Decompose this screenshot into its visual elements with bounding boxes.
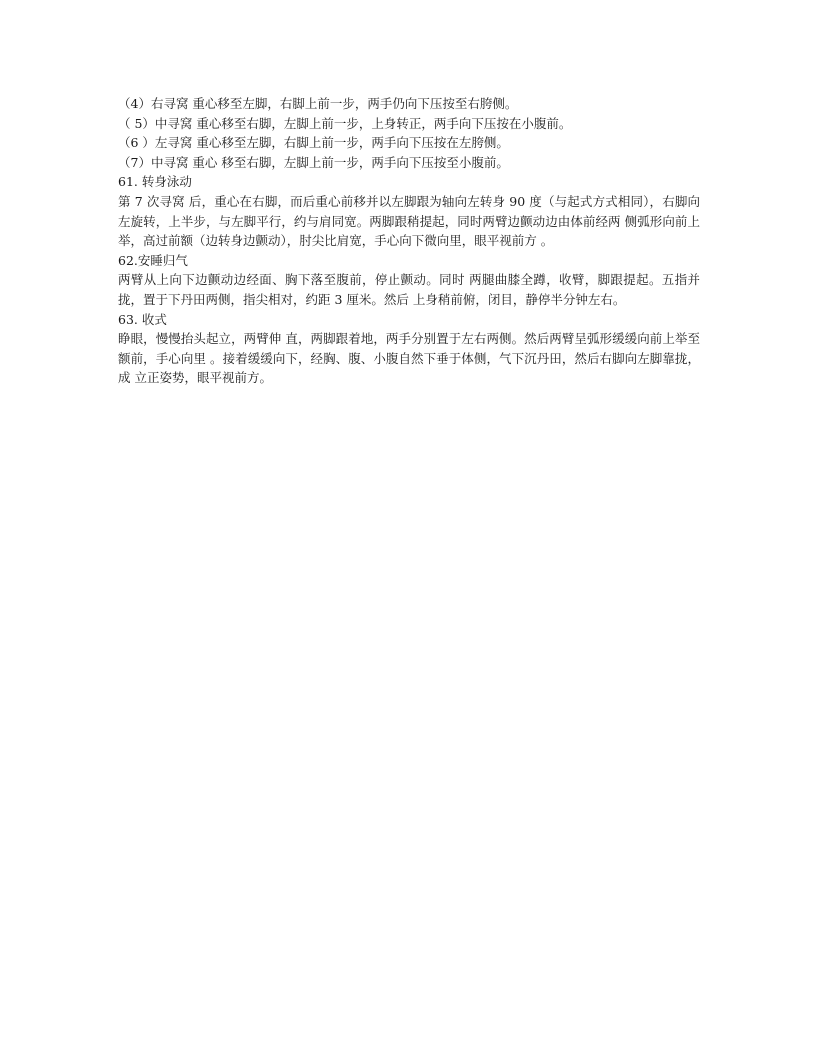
section-61-heading: 61. 转身泳动	[118, 174, 192, 190]
section-63-heading: 63. 收式	[118, 311, 167, 327]
step-4-line: （4）右寻窝 重心移至左脚，右脚上前一步，两手仍向下压按至右胯侧。	[118, 96, 518, 111]
section-61-body: 第 7 次寻窝 后，重心在右脚，而后重心前移并以左脚跟为轴向左转身 90 度（与起式方式相同），右脚向 左旋转，上半步，与左脚平行，约与肩同宽。两脚跟稍提起，同时两臂边颤动边由体前经两 侧弧形向前上举，高过前额（边转身边颤动），肘尖比肩宽，手心向下微向里，眼平视前方 。	[118, 193, 700, 249]
step-7-line: （7）中寻窝 重心 移至右脚，左脚上前一步，两手向下压按至小腹前。	[118, 154, 509, 170]
step-5-line: （ 5）中寻窝 重心移至右脚，左脚上前一步，上身转正，两手向下压按在小腹前。	[118, 115, 572, 131]
section-62-body: 两臂从上向下边颤动边经面、胸下落至腹前，停止颤动。同时 两腿曲膝全蹲，收臂，脚跟提起。五指并拢，置于下丹田两侧，指尖相对，约距 3 厘米。然后 上身稍前俯，闭目，静停半分钟左右。	[118, 272, 700, 307]
step-6-line: （6 ）左寻窝 重心移至左脚，右脚上前一步，两手向下压按在左胯侧。	[118, 135, 509, 151]
section-62-heading: 62.安睡归气	[118, 252, 188, 268]
section-63-body: 睁眼，慢慢抬头起立，两臂伸 直，两脚跟着地，两手分别置于左右两侧。然后两臂呈弧形缓缓向前上举至额前，手心向里 。接着缓缓向下，经胸、腹、小腹自然下垂于体侧，气下沉丹田，然后右脚向左脚靠拢，成 立正姿势，眼平视前方。	[118, 331, 700, 386]
document-body	[118, 94, 700, 388]
